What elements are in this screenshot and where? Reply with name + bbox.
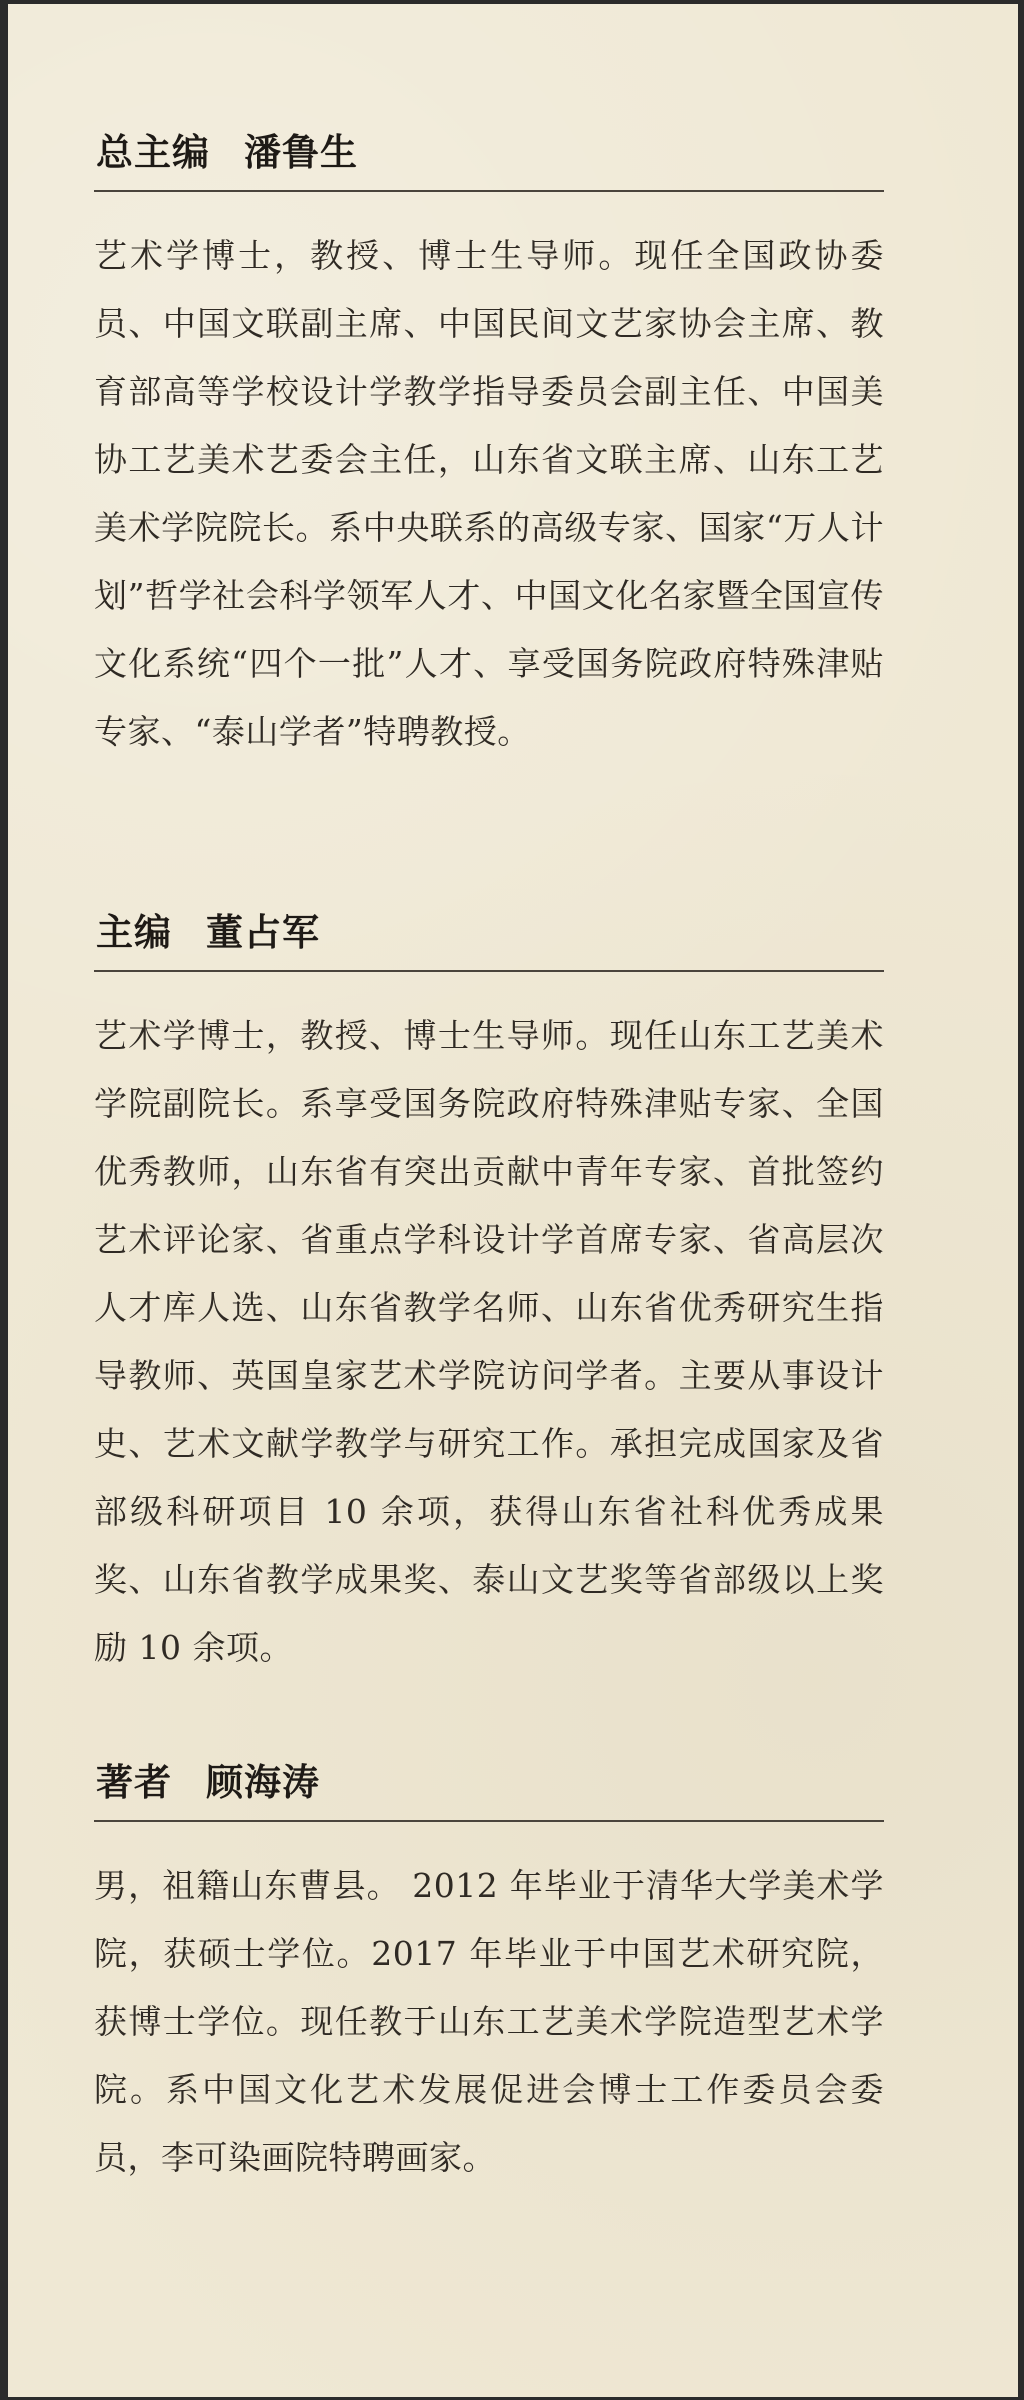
- section-heading: [94, 902, 884, 956]
- role-title: 主编: [96, 911, 172, 954]
- heading-divider: [94, 1820, 884, 1822]
- heading-divider: [94, 970, 884, 972]
- biography-text: 男，祖籍山东曹县。 2012 年毕业于清华大学美术学院，获硕士学位。2017 年毕业于中国艺术研究院，获博士学位。现任教于山东工艺美术学院造型艺术学院。系中国文化艺术发展促进会博士工作委员会委员，李可染画院特聘画家。: [94, 1866, 884, 2177]
- biography-text: 艺术学博士，教授、博士生导师。现任全国政协委员、中国文联副主席、中国民间文艺家协会主席、教育部高等学校设计学教学指导委员会副主任、中国美协工艺美术艺委会主任，山东省文联主席、山东工艺美术学院院长。系中央联系的高级专家、国家“万人计划”哲学社会科学领军人才、中国文化名家暨全国宣传文化系统“四个一批”人才、享受国务院政府特殊津贴专家、“泰山学者”特聘教授。: [94, 236, 884, 751]
- editor-in-chief-section: [94, 122, 884, 799]
- section-heading: [94, 1752, 884, 1806]
- person-name: 潘鲁生: [244, 131, 358, 174]
- role-title: 著者: [96, 1761, 172, 1804]
- person-name: 顾海涛: [206, 1761, 320, 1804]
- section-heading: [94, 122, 884, 176]
- role-title: 总主编: [96, 131, 210, 174]
- biography-text: 艺术学博士，教授、博士生导师。现任山东工艺美术学院副院长。系享受国务院政府特殊津贴专家、全国优秀教师，山东省有突出贡献中青年专家、首批签约艺术评论家、省重点学科设计学首席专家、省高层次人才库人选、山东省教学名师、山东省优秀研究生指导教师、英国皇家艺术学院访问学者。主要从事设计史、艺术文献学教学与研究工作。承担完成国家及省部级科研项目 10 余项，获得山东省社科优秀成果奖、山东省教学成果奖、泰山文艺奖等省部级以上奖励 10 余项。: [94, 1016, 884, 1667]
- author-section: [94, 1752, 884, 2225]
- heading-divider: [94, 190, 884, 192]
- chief-editor-section: [94, 902, 884, 1715]
- person-name: 董占军: [206, 911, 320, 954]
